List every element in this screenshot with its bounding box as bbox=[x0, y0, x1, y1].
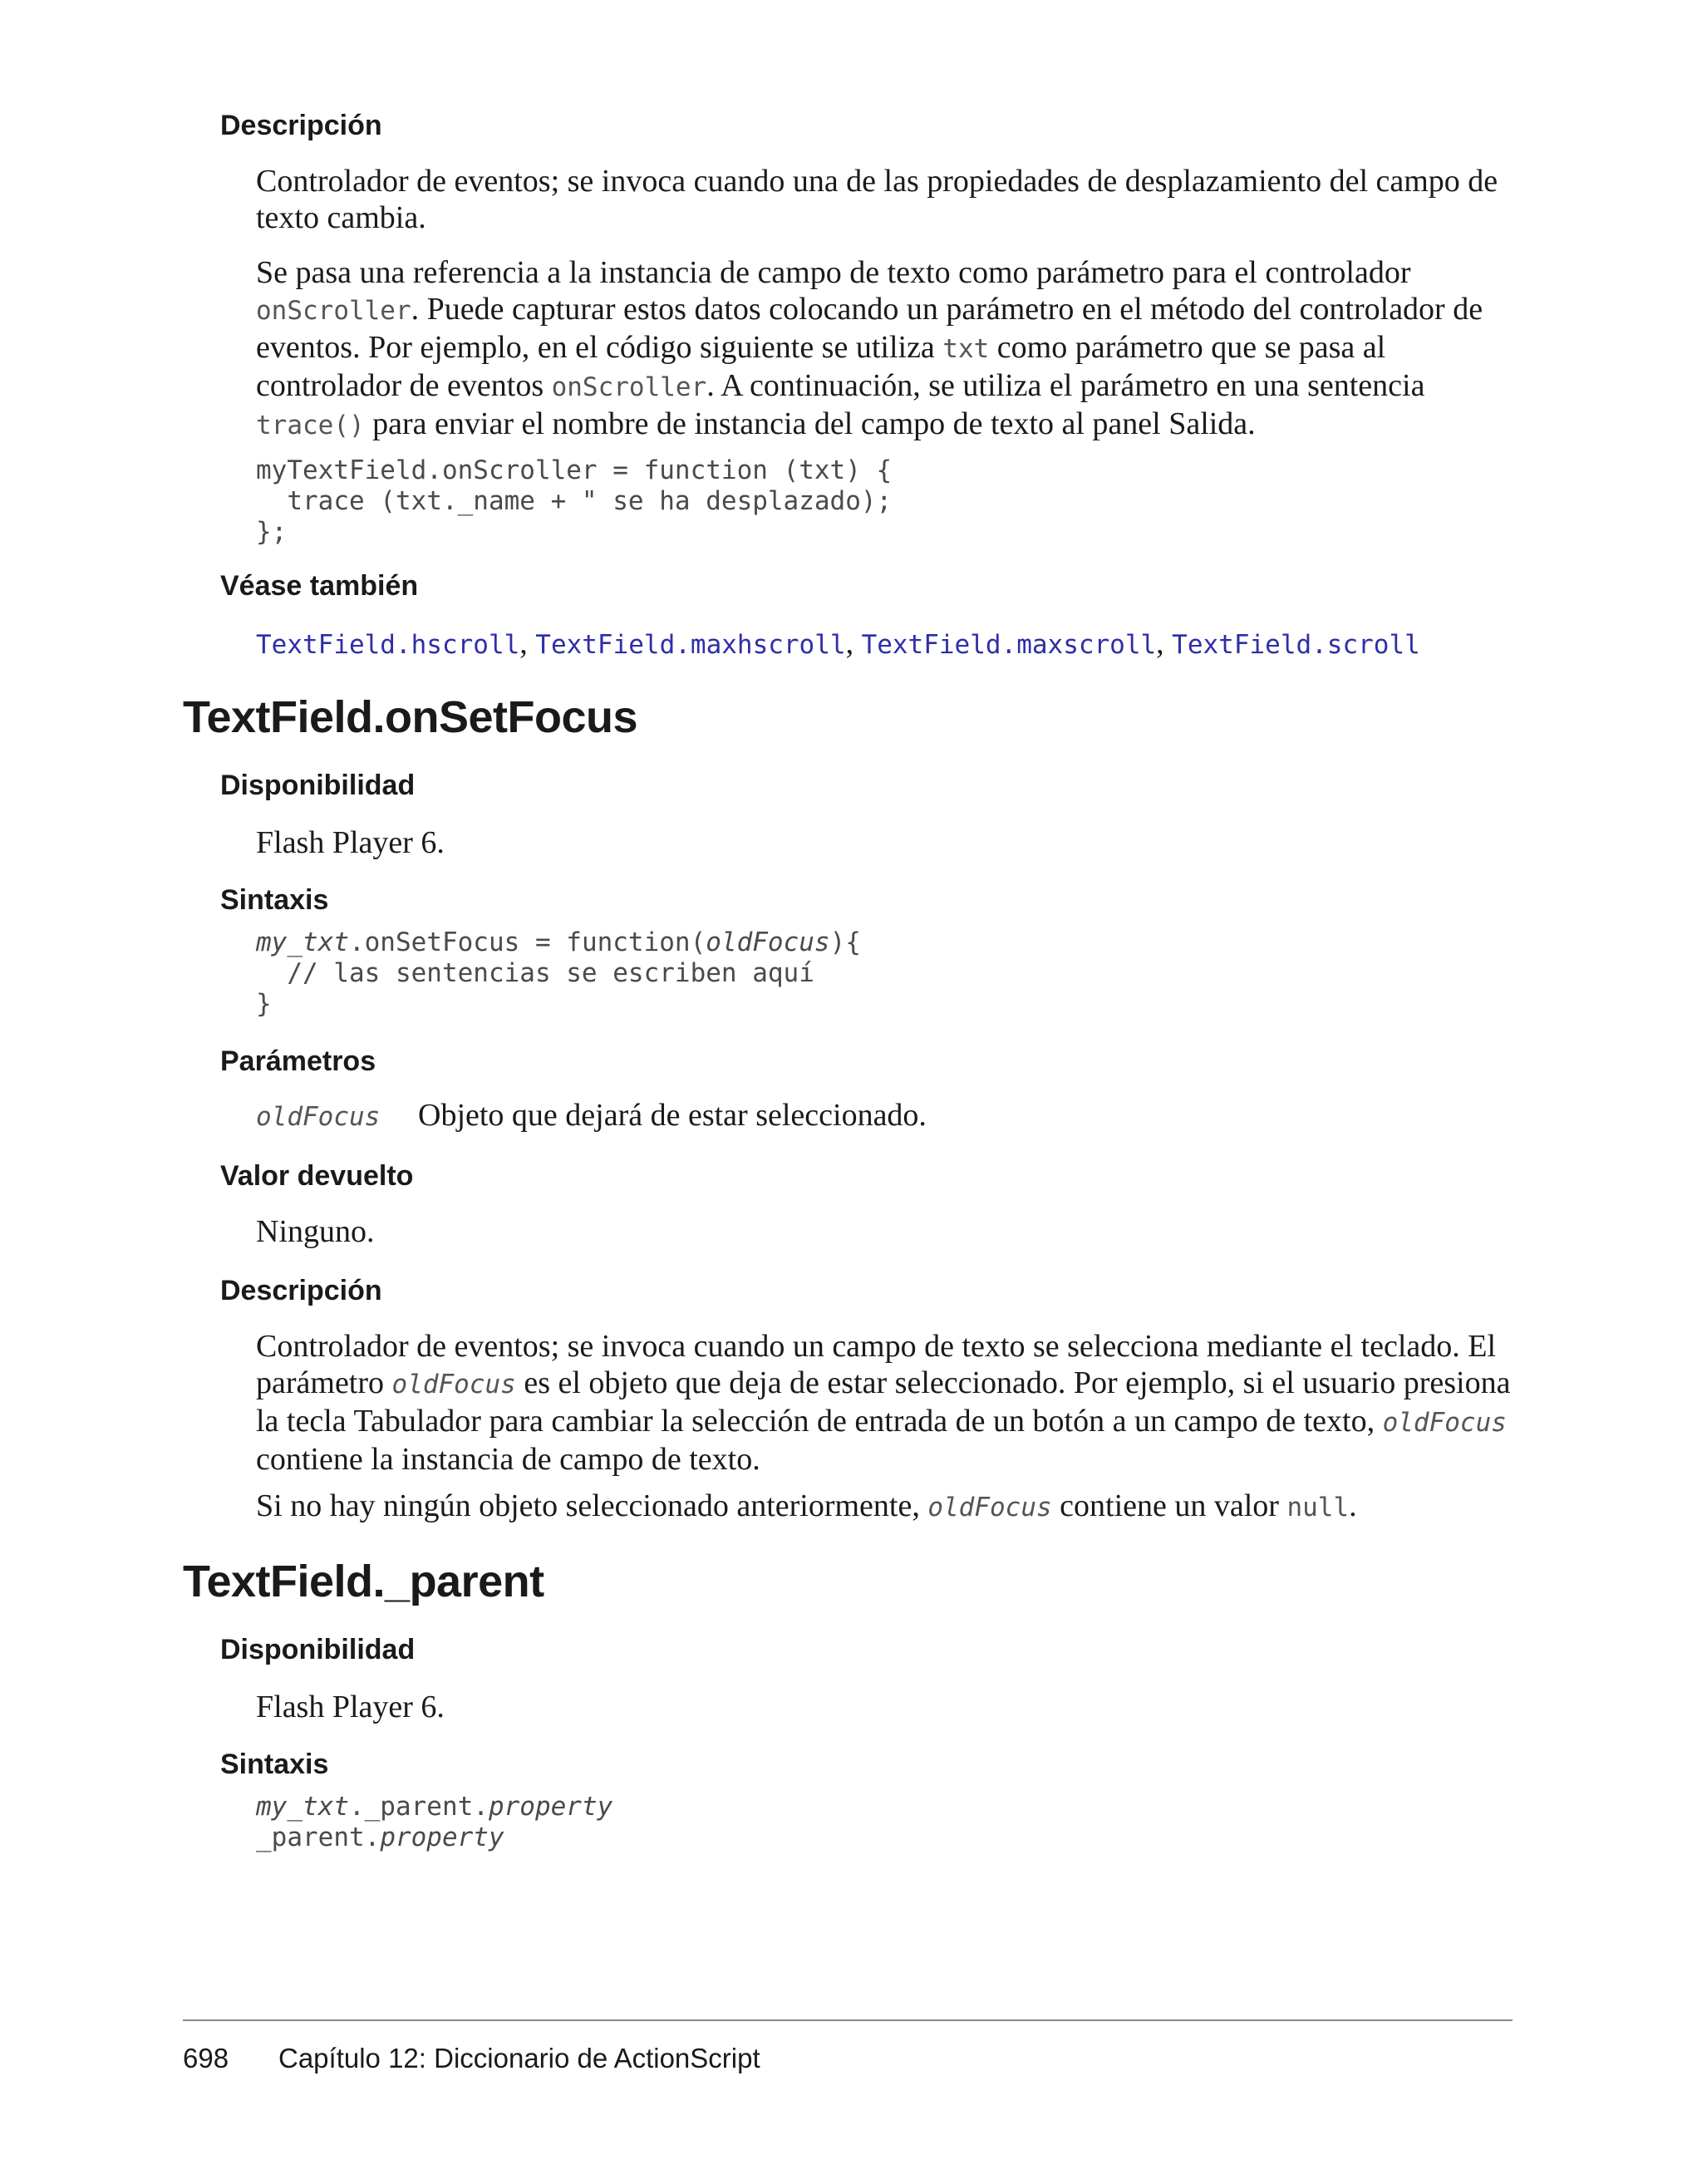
entry-title-onsetfocus: TextField.onSetFocus bbox=[183, 692, 638, 742]
parameter-row bbox=[256, 1097, 927, 1134]
see-also-links: TextField.hscroll, TextField.maxhscroll, TextField.maxscroll, TextField.scroll bbox=[256, 626, 1420, 661]
text-run: . bbox=[1349, 1488, 1357, 1523]
code-italic: oldFocus bbox=[706, 927, 830, 957]
code-line bbox=[256, 1822, 612, 1853]
code-line bbox=[256, 1792, 612, 1822]
text-run: para enviar el nombre de instancia del campo de texto al panel Salida. bbox=[364, 406, 1256, 441]
page-number: 698 bbox=[183, 2043, 229, 2073]
text-run: como parámetro que se pasa al controlador de eventos bbox=[256, 330, 1386, 403]
code-null: null bbox=[1286, 1493, 1350, 1522]
description-paragraph-1 bbox=[256, 1328, 1519, 1478]
description-paragraph-2 bbox=[256, 1488, 1519, 1526]
syntax-code bbox=[256, 1792, 612, 1853]
text-run: contiene la instancia de campo de texto. bbox=[256, 1442, 760, 1477]
syntax-code bbox=[256, 927, 861, 1020]
code-line: trace (txt._name + " se ha desplazado); bbox=[256, 486, 893, 516]
text-run: contiene un valor bbox=[1051, 1488, 1287, 1523]
code-run: .onSetFocus = function( bbox=[348, 927, 706, 957]
return-value-text: Ninguno. bbox=[256, 1214, 375, 1249]
code-line: myTextField.onScroller = function (txt) { bbox=[256, 455, 893, 485]
page-footer bbox=[183, 2043, 760, 2074]
code-line: } bbox=[256, 989, 272, 1019]
link-maxhscroll[interactable]: TextField.maxhscroll bbox=[535, 630, 846, 660]
code-line: }; bbox=[256, 517, 288, 547]
availability-text: Flash Player 6. bbox=[256, 1690, 445, 1724]
code-run: ._parent. bbox=[348, 1792, 489, 1822]
link-hscroll[interactable]: TextField.hscroll bbox=[256, 630, 520, 660]
heading-syntax: Sintaxis bbox=[220, 1749, 329, 1780]
description-paragraph-2 bbox=[256, 254, 1519, 444]
heading-syntax: Sintaxis bbox=[220, 884, 329, 916]
text-run: Se pasa una referencia a la instancia de campo de texto como parámetro para el controlador bbox=[256, 255, 1411, 290]
code-txt: txt bbox=[942, 334, 990, 364]
code-run: ){ bbox=[829, 927, 861, 957]
text-run: . Puede capturar estos datos colocando un parámetro en el método del controlador de eventos. Por ejemplo, en el código siguiente se utiliza bbox=[256, 292, 1483, 365]
link-maxscroll[interactable]: TextField.maxscroll bbox=[861, 630, 1157, 660]
code-italic: property bbox=[380, 1822, 504, 1852]
code-line bbox=[256, 927, 861, 958]
text-run: . A continuación, se utiliza el parámetro en una sentencia bbox=[706, 368, 1425, 403]
code-example bbox=[256, 455, 892, 548]
heading-return-value: Valor devuelto bbox=[220, 1160, 414, 1192]
code-italic: my_txt bbox=[256, 927, 349, 957]
entry-title-parent: TextField._parent bbox=[183, 1557, 544, 1606]
code-oldfocus: oldFocus bbox=[391, 1370, 516, 1399]
code-oldfocus: oldFocus bbox=[1382, 1408, 1507, 1438]
text-run: es el objeto que deja de estar seleccionado. Por ejemplo, si el usuario presiona la tecla Tabulador para cambiar la selección de entrada de un botón a un campo de texto, bbox=[256, 1365, 1511, 1439]
code-oldfocus: oldFocus bbox=[927, 1493, 1052, 1522]
heading-description: Descripción bbox=[220, 1275, 382, 1306]
availability-text: Flash Player 6. bbox=[256, 825, 445, 860]
text-run: Si no hay ningún objeto seleccionado anteriormente, bbox=[256, 1488, 928, 1523]
heading-description: Descripción bbox=[220, 110, 382, 141]
code-italic: my_txt bbox=[256, 1792, 349, 1822]
heading-availability: Disponibilidad bbox=[220, 770, 416, 801]
code-run: _parent. bbox=[256, 1822, 381, 1852]
text-run: Controlador de eventos; se invoca cuando un campo de texto se selecciona mediante el teclado. El parámetro bbox=[256, 1329, 1497, 1400]
footer-divider bbox=[183, 2019, 1513, 2021]
heading-availability: Disponibilidad bbox=[220, 1634, 416, 1665]
parameter-name: oldFocus bbox=[256, 1102, 381, 1132]
heading-parameters: Parámetros bbox=[220, 1045, 376, 1077]
chapter-title: Capítulo 12: Diccionario de ActionScript bbox=[278, 2043, 760, 2073]
code-italic: property bbox=[488, 1792, 613, 1822]
code-trace: trace() bbox=[256, 411, 365, 440]
code-line: // las sentencias se escriben aquí bbox=[256, 958, 814, 988]
link-scroll[interactable]: TextField.scroll bbox=[1172, 630, 1420, 660]
code-onscroller: onScroller bbox=[256, 296, 411, 326]
description-paragraph-1: Controlador de eventos; se invoca cuando una de las propiedades de desplazamiento del campo de texto cambia. bbox=[256, 164, 1498, 235]
code-onscroller: onScroller bbox=[551, 372, 707, 402]
parameter-description: Objeto que dejará de estar seleccionado. bbox=[418, 1098, 927, 1133]
heading-see-also: Véase también bbox=[220, 570, 419, 602]
